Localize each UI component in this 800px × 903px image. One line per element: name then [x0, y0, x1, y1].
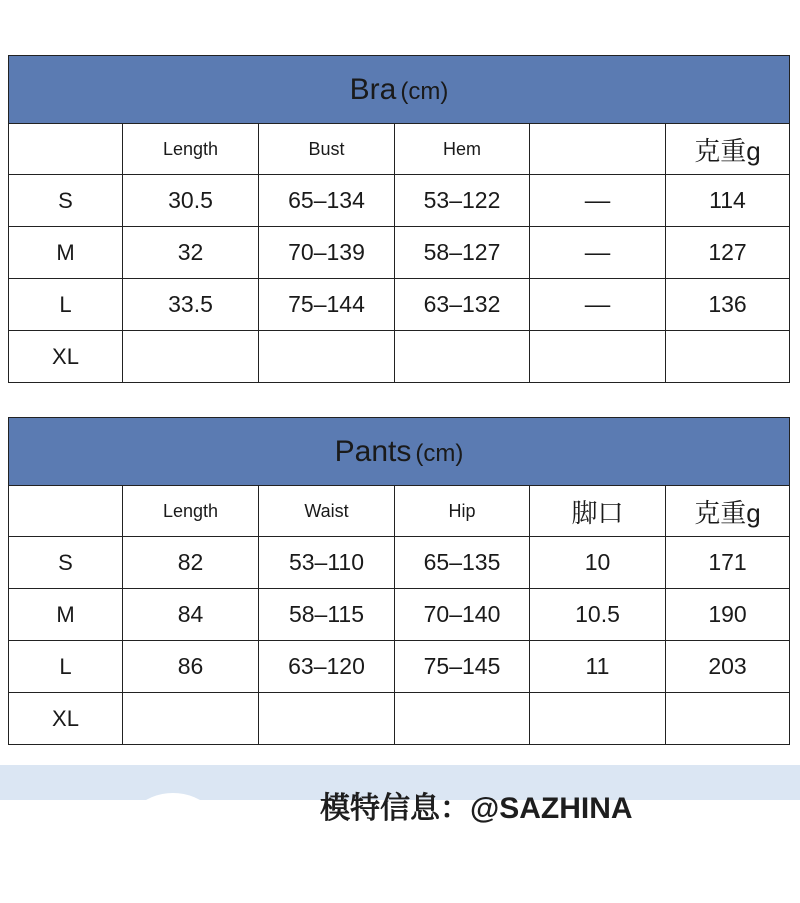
- bra-weight-cell: [666, 331, 790, 383]
- pants-weight-cell: 190: [666, 589, 790, 641]
- pants-waist-cell: 63–120: [259, 641, 395, 693]
- pants-hip-cell: 65–135: [395, 537, 530, 589]
- bra-bust-cell: 75–144: [259, 279, 395, 331]
- bra-weight-cell: 114: [666, 175, 790, 227]
- bra-row-xl: [9, 331, 790, 383]
- bra-hem-cell: 53–122: [395, 175, 530, 227]
- bra-size-cell: M: [9, 227, 123, 279]
- pants-length-cell: 86: [123, 641, 259, 693]
- pants-length-cell: [123, 693, 259, 745]
- pants-leg-opening-cell: 10: [530, 537, 666, 589]
- pants-waist-cell: [259, 693, 395, 745]
- pants-size-cell: L: [9, 641, 123, 693]
- bra-header-hem: Hem: [395, 124, 530, 175]
- bra-blank-cell: [530, 331, 666, 383]
- bra-blank-cell: ––: [530, 227, 666, 279]
- bra-bust-cell: [259, 331, 395, 383]
- pants-weight-cell: [666, 693, 790, 745]
- pants-header-size: [9, 486, 123, 537]
- bra-size-table: [8, 55, 790, 383]
- model-avatar: [118, 793, 228, 903]
- bra-row-l: [9, 279, 790, 331]
- pants-hip-cell: 75–145: [395, 641, 530, 693]
- pants-leg-opening-cell: [530, 693, 666, 745]
- pants-header-weight: 克重g: [666, 486, 790, 537]
- pants-table-title: [9, 418, 790, 486]
- pants-header-length: Length: [123, 486, 259, 537]
- pants-title-unit: (cm): [415, 439, 464, 467]
- model-info-text: 模特信息：@SAZHINA: [320, 792, 633, 825]
- bra-row-m: [9, 227, 790, 279]
- pants-leg-opening-cell: 10.5: [530, 589, 666, 641]
- pants-length-cell: 82: [123, 537, 259, 589]
- bra-hem-cell: [395, 331, 530, 383]
- pants-row-l: [9, 641, 790, 693]
- bra-row-s: [9, 175, 790, 227]
- bra-size-cell: S: [9, 175, 123, 227]
- bra-table-title: [9, 56, 790, 124]
- bra-length-cell: 30.5: [123, 175, 259, 227]
- pants-size-cell: XL: [9, 693, 123, 745]
- bra-length-cell: 32: [123, 227, 259, 279]
- bra-weight-cell: 127: [666, 227, 790, 279]
- bra-length-cell: 33.5: [123, 279, 259, 331]
- pants-size-table: [8, 417, 790, 745]
- pants-hip-cell: [395, 693, 530, 745]
- pants-size-cell: M: [9, 589, 123, 641]
- bra-hem-cell: 58–127: [395, 227, 530, 279]
- bra-size-cell: XL: [9, 331, 123, 383]
- bra-blank-cell: ––: [530, 175, 666, 227]
- pants-header-leg-opening: 脚口: [530, 486, 666, 537]
- bra-bust-cell: 65–134: [259, 175, 395, 227]
- pants-row-s: [9, 537, 790, 589]
- bra-blank-cell: ––: [530, 279, 666, 331]
- pants-row-xl: [9, 693, 790, 745]
- bra-title-unit: (cm): [400, 77, 449, 105]
- pants-leg-opening-cell: 11: [530, 641, 666, 693]
- pants-header-waist: Waist: [259, 486, 395, 537]
- pants-hip-cell: 70–140: [395, 589, 530, 641]
- pants-waist-cell: 58–115: [259, 589, 395, 641]
- bra-length-cell: [123, 331, 259, 383]
- bra-header-blank: [530, 124, 666, 175]
- pants-size-cell: S: [9, 537, 123, 589]
- pants-row-m: [9, 589, 790, 641]
- pants-length-cell: 84: [123, 589, 259, 641]
- bra-hem-cell: 63–132: [395, 279, 530, 331]
- bra-bust-cell: 70–139: [259, 227, 395, 279]
- bra-weight-cell: 136: [666, 279, 790, 331]
- bra-size-cell: L: [9, 279, 123, 331]
- bra-header-length: Length: [123, 124, 259, 175]
- bra-header-bust: Bust: [259, 124, 395, 175]
- pants-title-text: Pants: [334, 434, 412, 468]
- bra-header-weight: 克重g: [666, 124, 790, 175]
- pants-header-hip: Hip: [395, 486, 530, 537]
- bra-header-size: [9, 124, 123, 175]
- model-info-band: [0, 765, 800, 825]
- pants-weight-cell: 171: [666, 537, 790, 589]
- pants-weight-cell: 203: [666, 641, 790, 693]
- bra-title-text: Bra: [349, 72, 397, 106]
- pants-waist-cell: 53–110: [259, 537, 395, 589]
